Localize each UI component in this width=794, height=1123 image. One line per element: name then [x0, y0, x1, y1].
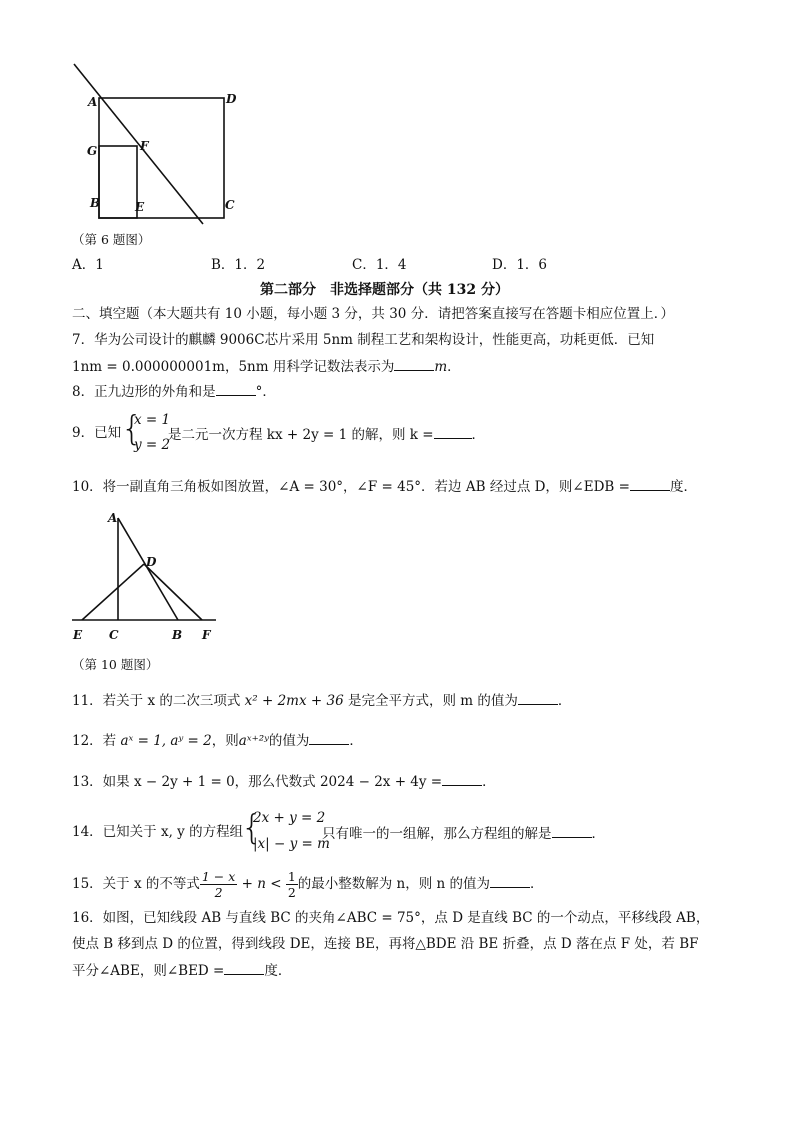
- q9-brace: {: [121, 409, 143, 449]
- q11-mid: 是完全平方式，则 m 的值为: [347, 693, 518, 709]
- label-e: E: [73, 628, 83, 642]
- q15-answer-blank[interactable]: [490, 873, 530, 888]
- label-f: F: [202, 628, 211, 642]
- q7-line2-text: 1nm = 0.000000001m，5nm 用科学记数法表示为: [72, 359, 395, 375]
- q13-answer-blank[interactable]: [442, 771, 482, 786]
- q14-eq2: |x| − y = m: [253, 836, 330, 852]
- label-a: A: [88, 95, 98, 109]
- figure-10-caption: （第 10 题图）: [72, 657, 159, 672]
- q9-pre: 9．已知: [72, 425, 122, 441]
- q16-line1: 16．如图，已知线段 AB 与直线 BC 的夹角∠ABC = 75°，点 D 是直线 BC 的一个动点，平移线段 AB，: [72, 910, 710, 926]
- q16-line3: [72, 960, 291, 980]
- q6-option-a: A．1: [72, 257, 104, 273]
- q6-option-d: D．1．6: [492, 257, 548, 273]
- q9-eq2: y = 2: [134, 437, 171, 453]
- q15-pre: 15．关于 x 的不等式: [72, 876, 200, 892]
- q15-end: ．: [530, 876, 544, 892]
- q15-line: [72, 866, 544, 902]
- q10-text: 10．将一副直角三角板如图放置，∠A = 30°，∠F = 45°．若边 AB 经过点 D，则∠EDB =: [72, 479, 630, 495]
- q15-den2: 2: [287, 885, 296, 900]
- q9-answer-blank[interactable]: [434, 424, 472, 439]
- q11-line: [72, 690, 571, 710]
- label-a: A: [108, 511, 118, 525]
- q14-eq1: 2x + y = 2: [253, 810, 326, 826]
- q16-line2: 使点 B 移到点 D 的位置，得到线段 DE，连接 BE，再将△BDE 沿 BE 折叠，点 D 落在点 F 处，若 BF: [72, 936, 699, 952]
- q11-expr: x² + 2mx + 36: [244, 693, 344, 709]
- part2-title: 第二部分 非选择题部分（共 132 分）: [260, 282, 509, 298]
- rectangle-abcd: [99, 98, 224, 218]
- figure-6: [70, 58, 250, 228]
- q11-end: ．: [557, 693, 572, 709]
- q12-line: [72, 730, 363, 750]
- q15-num2: 1: [287, 869, 296, 884]
- q15-fraction-1: [200, 869, 237, 900]
- label-b: B: [90, 196, 101, 210]
- q14-end: ．: [591, 826, 605, 842]
- label-c: C: [109, 628, 119, 642]
- q15-mid: 的最小整数解为 n，则 n 的值为: [297, 876, 491, 892]
- q14-rest: [322, 823, 605, 843]
- q15-fraction-2: [286, 869, 298, 900]
- q9-end: ．: [471, 427, 486, 443]
- q8-line: [72, 381, 276, 401]
- q12-end: ．: [349, 733, 363, 749]
- q12-cond: aˣ = 1, aʸ = 2: [120, 733, 212, 749]
- figure-6-caption: （第 6 题图）: [72, 232, 151, 247]
- q8-text: 8．正九边形的外角和是: [72, 384, 216, 400]
- q13-text: 13．如果 x − 2y + 1 = 0，那么代数式 2024 − 2x + 4y =: [72, 774, 443, 790]
- label-c: C: [225, 198, 235, 212]
- q9-eq1: x = 1: [134, 412, 171, 428]
- q16-end: 度．: [264, 963, 292, 979]
- label-e: E: [135, 200, 145, 214]
- q14-brace: {: [241, 808, 263, 848]
- q12-expr: aˣ⁺²ʸ: [238, 733, 269, 749]
- q8-end: °．: [255, 384, 276, 400]
- q13-line: [72, 771, 496, 791]
- q12-mid: ，则: [211, 733, 239, 749]
- q6-option-b: B．1．2: [211, 257, 266, 273]
- q9-mid: 是二元一次方程 kx + 2y = 1 的解，则 k =: [168, 427, 434, 443]
- q14-answer-blank[interactable]: [552, 823, 592, 838]
- label-f: F: [140, 139, 149, 153]
- q13-end: ．: [482, 774, 496, 790]
- square-gbef: [99, 146, 137, 218]
- segment-ab: [118, 518, 178, 620]
- q12-post: 的值为: [268, 733, 310, 749]
- figure-10: [70, 508, 230, 648]
- q10-answer-blank[interactable]: [630, 476, 670, 491]
- q7-answer-blank[interactable]: [394, 356, 434, 371]
- q7-line2: [72, 356, 461, 376]
- q9-rest: [168, 424, 485, 444]
- q10-end: 度．: [669, 479, 697, 495]
- section2-intro: 二、填空题（本大题共有 10 小题，每小题 3 分，共 30 分．请把答案直接写在答题卡相应位置上．）: [72, 306, 674, 322]
- q15-num1: 1 − x: [201, 869, 236, 884]
- q16-line3-text: 平分∠ABE，则∠BED =: [72, 963, 225, 979]
- q11-answer-blank[interactable]: [518, 690, 558, 705]
- q14-mid: 只有唯一的一组解，那么方程组的解是: [322, 826, 552, 842]
- q10-line: [72, 476, 697, 496]
- q12-answer-blank[interactable]: [309, 730, 349, 745]
- q8-answer-blank[interactable]: [216, 381, 256, 396]
- label-g: G: [87, 144, 98, 158]
- q11-pre: 11．若关于 x 的二次三项式: [72, 693, 241, 709]
- q7-end: ．: [447, 359, 461, 375]
- q16-answer-blank[interactable]: [224, 960, 264, 975]
- label-b: B: [172, 628, 183, 642]
- segment-ed: [82, 564, 144, 620]
- q7-line1: 7．华为公司设计的麒麟 9006C芯片采用 5nm 制程工艺和架构设计，性能更高，功耗更低．已知: [72, 332, 655, 348]
- q14-pre: 14．已知关于 x, y 的方程组: [72, 824, 244, 840]
- q15-den1: 2: [214, 885, 223, 900]
- label-d: D: [226, 92, 237, 106]
- q15-plus: + n <: [241, 876, 282, 892]
- q6-option-c: C．1．4: [352, 257, 407, 273]
- label-d: D: [146, 555, 157, 569]
- q12-pre: 12．若: [72, 733, 117, 749]
- q7-unit: m: [434, 359, 448, 375]
